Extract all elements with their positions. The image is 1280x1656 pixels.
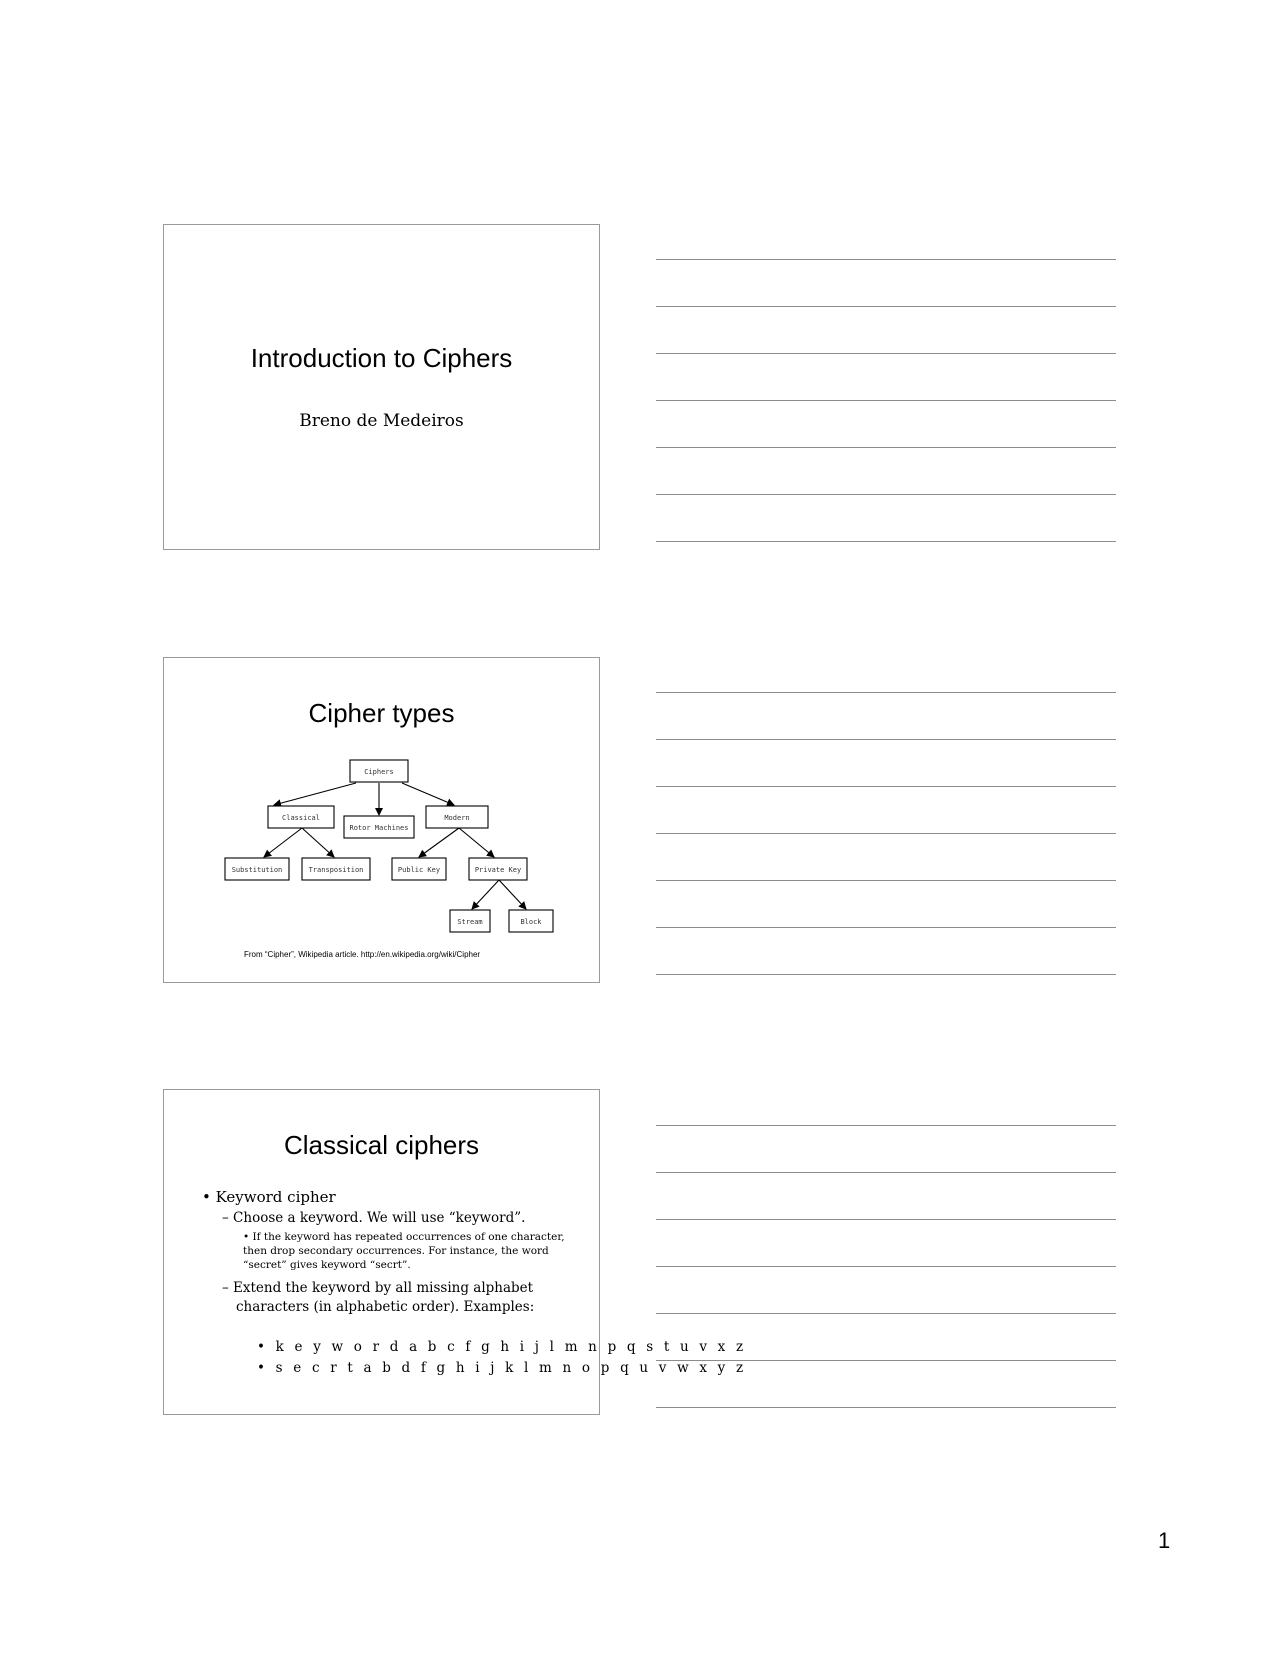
edge-modern-publickey	[419, 828, 459, 857]
note-line	[656, 1219, 1116, 1220]
note-line	[656, 541, 1116, 542]
edge-privatekey-stream	[472, 880, 499, 909]
example-keyword-alphabet: • k e y w o r d a b c f g h i j l m n p q s t u v x z	[257, 1339, 747, 1355]
note-line	[656, 927, 1116, 928]
bullet-extend-keyword: – Extend the keyword by all missing alphabet	[222, 1280, 534, 1296]
edge-ciphers-classical	[274, 783, 356, 805]
node-stream: Stream	[457, 918, 483, 926]
page-number: 1	[1158, 1528, 1171, 1553]
note-line	[656, 1266, 1116, 1267]
node-substitution: Substitution	[231, 866, 283, 874]
note-line	[656, 1407, 1116, 1408]
note-line	[656, 306, 1116, 307]
slide-3-title: Classical ciphers	[283, 1130, 480, 1160]
note-line	[656, 692, 1116, 693]
node-transposition: Transposition	[308, 866, 364, 874]
bullet-extend-keyword-cont: characters (in alphabetic order). Examples:	[236, 1299, 535, 1315]
bullet-choose-keyword: – Choose a keyword. We will use “keyword”.	[222, 1210, 526, 1226]
note-line	[656, 494, 1116, 495]
note-line	[656, 974, 1116, 975]
cipher-types-diagram	[164, 658, 601, 984]
note-line	[656, 1313, 1116, 1314]
note-line	[656, 1125, 1116, 1126]
edge-privatekey-block	[499, 880, 526, 909]
example-secrt-alphabet: • s e c r t a b d f g h i j k l m n o p q u v w x y z	[257, 1360, 747, 1376]
note-line	[656, 880, 1116, 881]
slide-1	[163, 224, 600, 550]
slide-3	[163, 1089, 747, 1415]
note-line	[656, 400, 1116, 401]
edge-classical-transposition	[302, 828, 334, 857]
slide-1-author: Breno de Medeiros	[299, 411, 464, 431]
edge-modern-privatekey	[459, 828, 494, 857]
note-line	[656, 739, 1116, 740]
note-line	[656, 1360, 1116, 1361]
edge-ciphers-modern	[402, 783, 454, 805]
node-ciphers: Ciphers	[364, 768, 394, 776]
note-line	[656, 1172, 1116, 1173]
slide-3-bullets	[164, 1090, 747, 1414]
node-block: Block	[520, 918, 542, 926]
note-line	[656, 447, 1116, 448]
node-rotor-machines: Rotor Machines	[349, 824, 409, 832]
bullet-keyword-cipher: • Keyword cipher	[202, 1188, 336, 1206]
note-line	[656, 259, 1116, 260]
diagram-edges	[264, 783, 526, 909]
slide-2-title: Cipher types	[308, 698, 455, 728]
edge-classical-substitution	[264, 828, 302, 857]
slide-2	[163, 657, 600, 983]
node-modern: Modern	[444, 814, 470, 822]
bullet-repeated-occurrences: • If the keyword has repeated occurrences of one character, then drop secondary occurrences. For instance, the word “secret” gives keyword “secrt”.	[243, 1231, 565, 1271]
source-citation: From “Cipher”, Wikipedia article. http://en.wikipedia.org/wiki/Cipher	[244, 950, 481, 959]
slide-1-title: Introduction to Ciphers	[250, 343, 513, 373]
note-line	[656, 353, 1116, 354]
node-private-key: Private Key	[474, 866, 522, 874]
node-classical: Classical	[282, 814, 320, 822]
node-public-key: Public Key	[397, 866, 441, 874]
note-line	[656, 833, 1116, 834]
note-line	[656, 786, 1116, 787]
